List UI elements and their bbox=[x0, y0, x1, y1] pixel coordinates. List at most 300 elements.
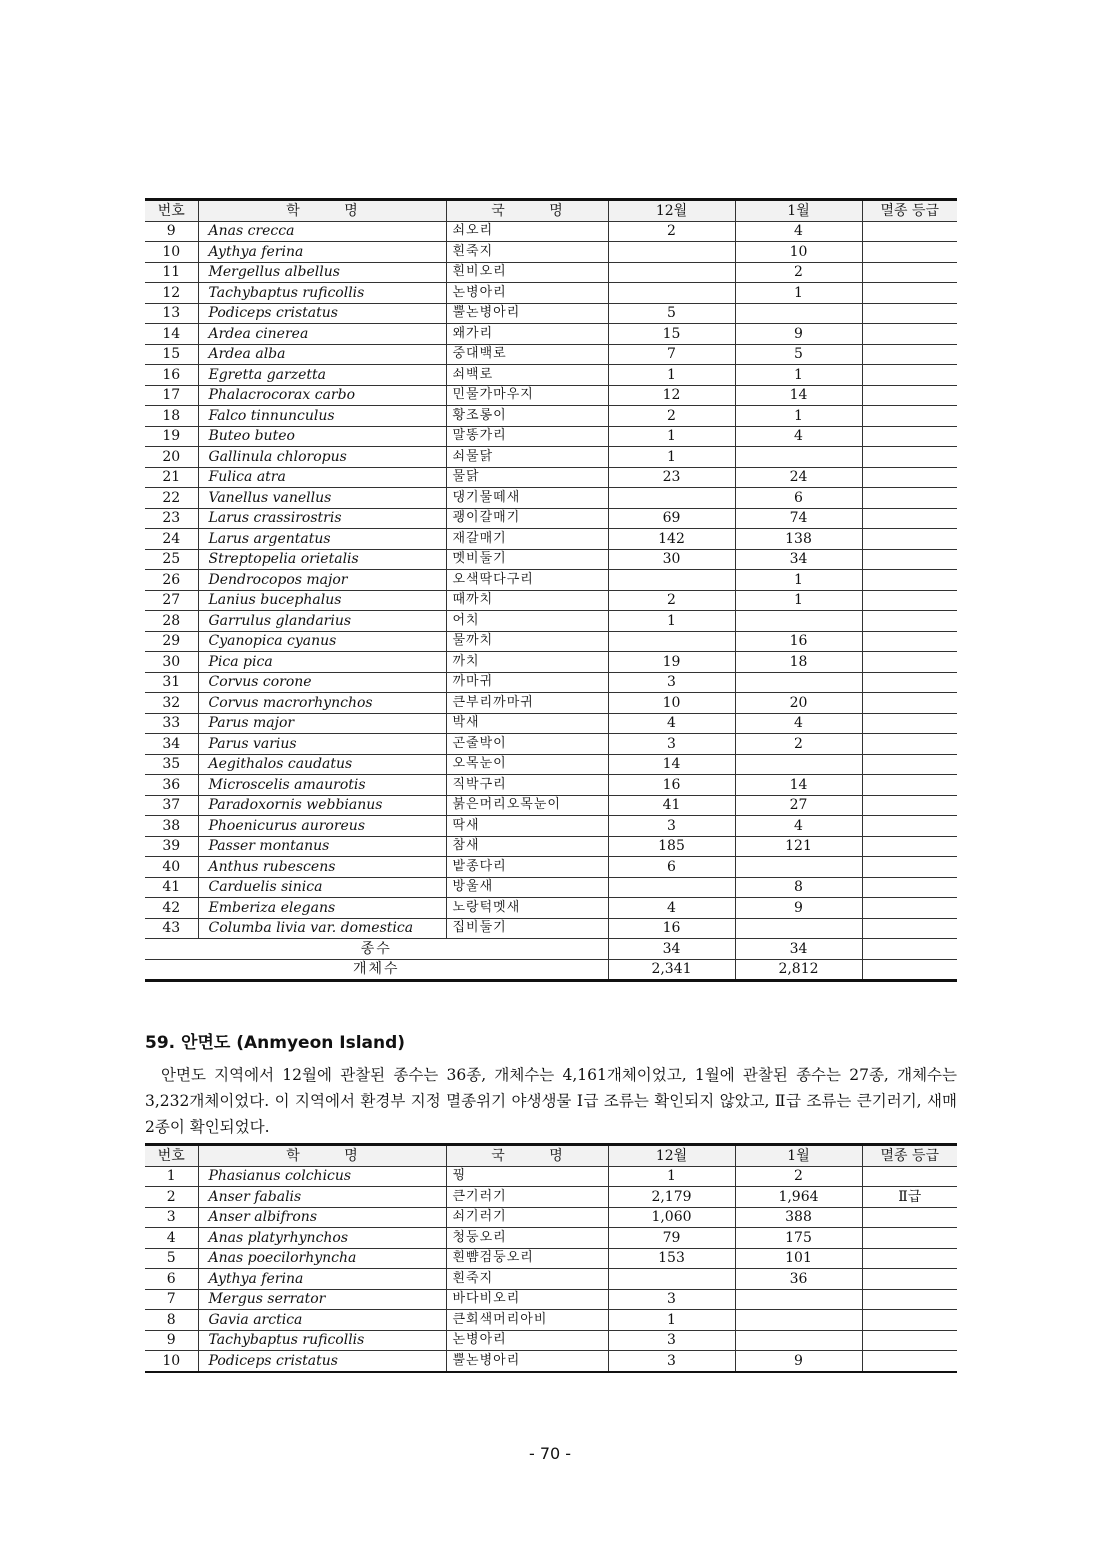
header-no: 번호 bbox=[145, 200, 198, 222]
january-count: 2 bbox=[735, 262, 862, 283]
january-count: 27 bbox=[735, 795, 862, 816]
row-no: 34 bbox=[145, 734, 198, 755]
individuals-dec: 2,341 bbox=[608, 959, 735, 981]
row-no: 15 bbox=[145, 344, 198, 365]
row-no: 32 bbox=[145, 693, 198, 714]
table-row bbox=[145, 857, 957, 878]
endangered-grade bbox=[862, 488, 957, 509]
row-no: 41 bbox=[145, 877, 198, 898]
table-row bbox=[145, 221, 957, 242]
korean-name: 쇠물닭 bbox=[446, 447, 608, 468]
endangered-grade bbox=[862, 467, 957, 488]
january-count: 20 bbox=[735, 693, 862, 714]
row-no: 11 bbox=[145, 262, 198, 283]
table-row bbox=[145, 836, 957, 857]
december-count: 4 bbox=[608, 713, 735, 734]
row-no: 5 bbox=[145, 1248, 198, 1269]
january-count: 121 bbox=[735, 836, 862, 857]
endangered-grade bbox=[862, 426, 957, 447]
endangered-grade bbox=[862, 570, 957, 591]
scientific-name: Tachybaptus ruficollis bbox=[198, 1330, 446, 1351]
korean-name: 어치 bbox=[446, 611, 608, 632]
january-count: 18 bbox=[735, 652, 862, 673]
january-count: 1 bbox=[735, 570, 862, 591]
endangered-grade bbox=[862, 713, 957, 734]
december-count: 69 bbox=[608, 508, 735, 529]
header-december: 12월 bbox=[608, 1145, 735, 1167]
endangered-grade bbox=[862, 283, 957, 304]
january-count bbox=[735, 918, 862, 939]
december-count: 153 bbox=[608, 1248, 735, 1269]
row-no: 2 bbox=[145, 1187, 198, 1208]
korean-name: 흰죽지 bbox=[446, 242, 608, 263]
endangered-grade bbox=[862, 611, 957, 632]
december-count: 23 bbox=[608, 467, 735, 488]
january-count: 4 bbox=[735, 816, 862, 837]
table-row bbox=[145, 652, 957, 673]
december-count: 1 bbox=[608, 447, 735, 468]
december-count: 19 bbox=[608, 652, 735, 673]
december-count: 1 bbox=[608, 1166, 735, 1187]
december-count: 3 bbox=[608, 816, 735, 837]
january-count: 9 bbox=[735, 1351, 862, 1372]
table-row bbox=[145, 754, 957, 775]
table-row bbox=[145, 344, 957, 365]
january-count: 2 bbox=[735, 1166, 862, 1187]
korean-name: 박새 bbox=[446, 713, 608, 734]
korean-name: 황조롱이 bbox=[446, 406, 608, 427]
endangered-grade bbox=[862, 877, 957, 898]
row-no: 12 bbox=[145, 283, 198, 304]
scientific-name: Passer montanus bbox=[198, 836, 446, 857]
table-row bbox=[145, 447, 957, 468]
endangered-grade bbox=[862, 590, 957, 611]
scientific-name: Paradoxornis webbianus bbox=[198, 795, 446, 816]
row-no: 35 bbox=[145, 754, 198, 775]
endangered-grade bbox=[862, 365, 957, 386]
table-row bbox=[145, 1289, 957, 1310]
table-row bbox=[145, 590, 957, 611]
scientific-name: Microscelis amaurotis bbox=[198, 775, 446, 796]
korean-name: 쇠백로 bbox=[446, 365, 608, 386]
korean-name: 흰비오리 bbox=[446, 262, 608, 283]
january-count: 1,964 bbox=[735, 1187, 862, 1208]
december-count: 41 bbox=[608, 795, 735, 816]
korean-name: 집비둘기 bbox=[446, 918, 608, 939]
table-row bbox=[145, 242, 957, 263]
january-count: 1 bbox=[735, 283, 862, 304]
row-no: 18 bbox=[145, 406, 198, 427]
row-no: 40 bbox=[145, 857, 198, 878]
december-count: 79 bbox=[608, 1228, 735, 1249]
scientific-name: Anthus rubescens bbox=[198, 857, 446, 878]
january-count bbox=[735, 1330, 862, 1351]
row-no: 24 bbox=[145, 529, 198, 550]
korean-name: 방울새 bbox=[446, 877, 608, 898]
korean-name: 참새 bbox=[446, 836, 608, 857]
species-total-row bbox=[145, 939, 957, 960]
scientific-name: Garrulus glandarius bbox=[198, 611, 446, 632]
table-row bbox=[145, 262, 957, 283]
row-no: 25 bbox=[145, 549, 198, 570]
december-count: 14 bbox=[608, 754, 735, 775]
endangered-grade bbox=[862, 652, 957, 673]
endangered-grade bbox=[862, 385, 957, 406]
endangered-grade bbox=[862, 775, 957, 796]
december-count: 3 bbox=[608, 1289, 735, 1310]
table-row bbox=[145, 611, 957, 632]
individuals-grade bbox=[862, 959, 957, 981]
december-count: 3 bbox=[608, 672, 735, 693]
scientific-name: Anser fabalis bbox=[198, 1187, 446, 1208]
korean-name: 딱새 bbox=[446, 816, 608, 837]
table-row bbox=[145, 1207, 957, 1228]
korean-name: 쇠오리 bbox=[446, 221, 608, 242]
endangered-grade bbox=[862, 1207, 957, 1228]
december-count: 15 bbox=[608, 324, 735, 345]
january-count: 388 bbox=[735, 1207, 862, 1228]
korean-name: 때까치 bbox=[446, 590, 608, 611]
korean-name: 청둥오리 bbox=[446, 1228, 608, 1249]
table-row bbox=[145, 1187, 957, 1208]
individuals-total-row bbox=[145, 959, 957, 981]
december-count: 1 bbox=[608, 426, 735, 447]
january-count: 4 bbox=[735, 221, 862, 242]
endangered-grade bbox=[862, 221, 957, 242]
endangered-grade bbox=[862, 857, 957, 878]
december-count: 7 bbox=[608, 344, 735, 365]
january-count: 9 bbox=[735, 898, 862, 919]
scientific-name: Anser albifrons bbox=[198, 1207, 446, 1228]
row-no: 27 bbox=[145, 590, 198, 611]
december-count: 5 bbox=[608, 303, 735, 324]
january-count bbox=[735, 1289, 862, 1310]
january-count: 6 bbox=[735, 488, 862, 509]
december-count: 30 bbox=[608, 549, 735, 570]
january-count: 101 bbox=[735, 1248, 862, 1269]
endangered-grade bbox=[862, 816, 957, 837]
row-no: 36 bbox=[145, 775, 198, 796]
scientific-name: Anas platyrhynchos bbox=[198, 1228, 446, 1249]
korean-name: 꿩 bbox=[446, 1166, 608, 1187]
table-row bbox=[145, 1351, 957, 1372]
table-row bbox=[145, 775, 957, 796]
korean-name: 멧비둘기 bbox=[446, 549, 608, 570]
december-count: 2 bbox=[608, 590, 735, 611]
header-grade: 멸종 등급 bbox=[862, 200, 957, 222]
row-no: 7 bbox=[145, 1289, 198, 1310]
scientific-name: Anas poecilorhyncha bbox=[198, 1248, 446, 1269]
species-grade bbox=[862, 939, 957, 960]
section-paragraph bbox=[145, 1062, 957, 1140]
january-count: 10 bbox=[735, 242, 862, 263]
scientific-name: Podiceps cristatus bbox=[198, 1351, 446, 1372]
endangered-grade bbox=[862, 549, 957, 570]
endangered-grade bbox=[862, 1166, 957, 1187]
korean-name: 물까치 bbox=[446, 631, 608, 652]
december-count bbox=[608, 242, 735, 263]
endangered-grade bbox=[862, 1269, 957, 1290]
row-no: 28 bbox=[145, 611, 198, 632]
december-count: 185 bbox=[608, 836, 735, 857]
table-row bbox=[145, 816, 957, 837]
korean-name: 흰뺨검둥오리 bbox=[446, 1248, 608, 1269]
scientific-name: Parus varius bbox=[198, 734, 446, 755]
row-no: 1 bbox=[145, 1166, 198, 1187]
scientific-name: Lanius bucephalus bbox=[198, 590, 446, 611]
scientific-name: Pica pica bbox=[198, 652, 446, 673]
table-body bbox=[145, 1166, 957, 1372]
row-no: 6 bbox=[145, 1269, 198, 1290]
january-count: 34 bbox=[735, 549, 862, 570]
table-row bbox=[145, 734, 957, 755]
korean-name: 물닭 bbox=[446, 467, 608, 488]
korean-name: 괭이갈매기 bbox=[446, 508, 608, 529]
row-no: 13 bbox=[145, 303, 198, 324]
table-row bbox=[145, 631, 957, 652]
korean-name: 쇠기러기 bbox=[446, 1207, 608, 1228]
endangered-grade bbox=[862, 693, 957, 714]
endangered-grade bbox=[862, 754, 957, 775]
row-no: 17 bbox=[145, 385, 198, 406]
january-count: 8 bbox=[735, 877, 862, 898]
january-count: 1 bbox=[735, 365, 862, 386]
december-count bbox=[608, 283, 735, 304]
scientific-name: Columba livia var. domestica bbox=[198, 918, 446, 939]
december-count: 142 bbox=[608, 529, 735, 550]
scientific-name: Phalacrocorax carbo bbox=[198, 385, 446, 406]
korean-name: 바다비오리 bbox=[446, 1289, 608, 1310]
row-no: 29 bbox=[145, 631, 198, 652]
scientific-name: Parus major bbox=[198, 713, 446, 734]
korean-name: 흰죽지 bbox=[446, 1269, 608, 1290]
endangered-grade bbox=[862, 631, 957, 652]
december-count: 4 bbox=[608, 898, 735, 919]
row-no: 14 bbox=[145, 324, 198, 345]
species-jan: 34 bbox=[735, 939, 862, 960]
december-count: 2 bbox=[608, 221, 735, 242]
endangered-grade: Ⅱ급 bbox=[862, 1187, 957, 1208]
korean-name: 까치 bbox=[446, 652, 608, 673]
endangered-grade bbox=[862, 898, 957, 919]
korean-name: 큰부리까마귀 bbox=[446, 693, 608, 714]
scientific-name: Streptopelia orietalis bbox=[198, 549, 446, 570]
species-dec: 34 bbox=[608, 939, 735, 960]
paragraph-text: 안면도 지역에서 12월에 관찰된 종수는 36종, 개체수는 4,161개체이었고, 1월에 관찰된 종수는 27종, 개체수는 3,232개체이었다. 이 지역에서 환경부 지정 멸종위기 야생생물 Ⅰ급 조류는 확인되지 않았고, Ⅱ급 조류는 큰기러기, 새매 2종이 확인되었다. bbox=[145, 1066, 957, 1136]
table-row bbox=[145, 795, 957, 816]
scientific-name: Fulica atra bbox=[198, 467, 446, 488]
korean-name: 뿔논병아리 bbox=[446, 1351, 608, 1372]
scientific-name: Gallinula chloropus bbox=[198, 447, 446, 468]
december-count bbox=[608, 1269, 735, 1290]
table-row bbox=[145, 508, 957, 529]
scientific-name: Tachybaptus ruficollis bbox=[198, 283, 446, 304]
table-row bbox=[145, 406, 957, 427]
endangered-grade bbox=[862, 734, 957, 755]
header-grade: 멸종 등급 bbox=[862, 1145, 957, 1167]
january-count: 24 bbox=[735, 467, 862, 488]
row-no: 20 bbox=[145, 447, 198, 468]
row-no: 42 bbox=[145, 898, 198, 919]
scientific-name: Falco tinnunculus bbox=[198, 406, 446, 427]
row-no: 9 bbox=[145, 1330, 198, 1351]
scientific-name: Larus argentatus bbox=[198, 529, 446, 550]
korean-name: 댕기물떼새 bbox=[446, 488, 608, 509]
january-count bbox=[735, 611, 862, 632]
table-row bbox=[145, 672, 957, 693]
korean-name: 밭종다리 bbox=[446, 857, 608, 878]
header-january: 1월 bbox=[735, 1145, 862, 1167]
header-january: 1월 bbox=[735, 200, 862, 222]
korean-name: 중대백로 bbox=[446, 344, 608, 365]
scientific-name: Mergus serrator bbox=[198, 1289, 446, 1310]
endangered-grade bbox=[862, 447, 957, 468]
scientific-name: Aegithalos caudatus bbox=[198, 754, 446, 775]
december-count: 10 bbox=[608, 693, 735, 714]
endangered-grade bbox=[862, 1351, 957, 1372]
january-count: 14 bbox=[735, 775, 862, 796]
january-count bbox=[735, 303, 862, 324]
december-count bbox=[608, 570, 735, 591]
table-row bbox=[145, 549, 957, 570]
scientific-name: Aythya ferina bbox=[198, 1269, 446, 1290]
scientific-name: Podiceps cristatus bbox=[198, 303, 446, 324]
january-count bbox=[735, 447, 862, 468]
row-no: 39 bbox=[145, 836, 198, 857]
bird-count-table-1 bbox=[145, 198, 957, 982]
scientific-name: Carduelis sinica bbox=[198, 877, 446, 898]
december-count: 1 bbox=[608, 611, 735, 632]
scientific-name: Vanellus vanellus bbox=[198, 488, 446, 509]
table-header-row bbox=[145, 200, 957, 222]
december-count: 2 bbox=[608, 406, 735, 427]
row-no: 23 bbox=[145, 508, 198, 529]
table-row bbox=[145, 365, 957, 386]
korean-name: 뿔논병아리 bbox=[446, 303, 608, 324]
table-row bbox=[145, 1330, 957, 1351]
row-no: 31 bbox=[145, 672, 198, 693]
endangered-grade bbox=[862, 836, 957, 857]
table-row bbox=[145, 713, 957, 734]
table-row bbox=[145, 1166, 957, 1187]
endangered-grade bbox=[862, 344, 957, 365]
korean-name: 큰기러기 bbox=[446, 1187, 608, 1208]
endangered-grade bbox=[862, 1310, 957, 1331]
endangered-grade bbox=[862, 508, 957, 529]
scientific-name: Aythya ferina bbox=[198, 242, 446, 263]
scientific-name: Phasianus colchicus bbox=[198, 1166, 446, 1187]
korean-name: 재갈매기 bbox=[446, 529, 608, 550]
row-no: 22 bbox=[145, 488, 198, 509]
korean-name: 까마귀 bbox=[446, 672, 608, 693]
row-no: 21 bbox=[145, 467, 198, 488]
table-row bbox=[145, 918, 957, 939]
korean-name: 붉은머리오목눈이 bbox=[446, 795, 608, 816]
table-row bbox=[145, 570, 957, 591]
endangered-grade bbox=[862, 1228, 957, 1249]
december-count bbox=[608, 262, 735, 283]
january-count: 5 bbox=[735, 344, 862, 365]
december-count: 16 bbox=[608, 775, 735, 796]
endangered-grade bbox=[862, 324, 957, 345]
row-no: 16 bbox=[145, 365, 198, 386]
december-count: 6 bbox=[608, 857, 735, 878]
endangered-grade bbox=[862, 406, 957, 427]
scientific-name: Dendrocopos major bbox=[198, 570, 446, 591]
december-count: 1 bbox=[608, 1310, 735, 1331]
endangered-grade bbox=[862, 672, 957, 693]
bird-count-table-2 bbox=[145, 1143, 957, 1373]
table-row bbox=[145, 1228, 957, 1249]
december-count: 16 bbox=[608, 918, 735, 939]
header-korean-name: 국 명 bbox=[446, 200, 608, 222]
header-december: 12월 bbox=[608, 200, 735, 222]
table-row bbox=[145, 693, 957, 714]
january-count: 36 bbox=[735, 1269, 862, 1290]
table-row bbox=[145, 426, 957, 447]
december-count: 3 bbox=[608, 1351, 735, 1372]
row-no: 19 bbox=[145, 426, 198, 447]
january-count bbox=[735, 857, 862, 878]
table-row bbox=[145, 898, 957, 919]
scientific-name: Corvus corone bbox=[198, 672, 446, 693]
endangered-grade bbox=[862, 1248, 957, 1269]
header-scientific-name: 학 명 bbox=[198, 200, 446, 222]
scientific-name: Cyanopica cyanus bbox=[198, 631, 446, 652]
table-row bbox=[145, 877, 957, 898]
page-number: - 70 - bbox=[528, 1444, 572, 1463]
january-count: 4 bbox=[735, 713, 862, 734]
scientific-name: Buteo buteo bbox=[198, 426, 446, 447]
january-count bbox=[735, 1310, 862, 1331]
endangered-grade bbox=[862, 303, 957, 324]
january-count: 1 bbox=[735, 590, 862, 611]
korean-name: 논병아리 bbox=[446, 1330, 608, 1351]
korean-name: 말똥가리 bbox=[446, 426, 608, 447]
january-count: 2 bbox=[735, 734, 862, 755]
header-no: 번호 bbox=[145, 1145, 198, 1167]
table-row bbox=[145, 529, 957, 550]
january-count bbox=[735, 754, 862, 775]
january-count: 175 bbox=[735, 1228, 862, 1249]
korean-name: 오목눈이 bbox=[446, 754, 608, 775]
scientific-name: Corvus macrorhynchos bbox=[198, 693, 446, 714]
row-no: 33 bbox=[145, 713, 198, 734]
row-no: 9 bbox=[145, 221, 198, 242]
endangered-grade bbox=[862, 242, 957, 263]
endangered-grade bbox=[862, 1289, 957, 1310]
december-count: 12 bbox=[608, 385, 735, 406]
header-scientific-name: 학 명 bbox=[198, 1145, 446, 1167]
january-count: 1 bbox=[735, 406, 862, 427]
row-no: 43 bbox=[145, 918, 198, 939]
scientific-name: Emberiza elegans bbox=[198, 898, 446, 919]
korean-name: 큰회색머리아비 bbox=[446, 1310, 608, 1331]
table-row bbox=[145, 303, 957, 324]
december-count bbox=[608, 631, 735, 652]
december-count: 1 bbox=[608, 365, 735, 386]
table-row bbox=[145, 1269, 957, 1290]
header-korean-name: 국 명 bbox=[446, 1145, 608, 1167]
scientific-name: Egretta garzetta bbox=[198, 365, 446, 386]
scientific-name: Gavia arctica bbox=[198, 1310, 446, 1331]
individuals-label: 개체수 bbox=[145, 959, 608, 981]
january-count: 4 bbox=[735, 426, 862, 447]
endangered-grade bbox=[862, 529, 957, 550]
row-no: 37 bbox=[145, 795, 198, 816]
december-count: 2,179 bbox=[608, 1187, 735, 1208]
table-body bbox=[145, 221, 957, 939]
